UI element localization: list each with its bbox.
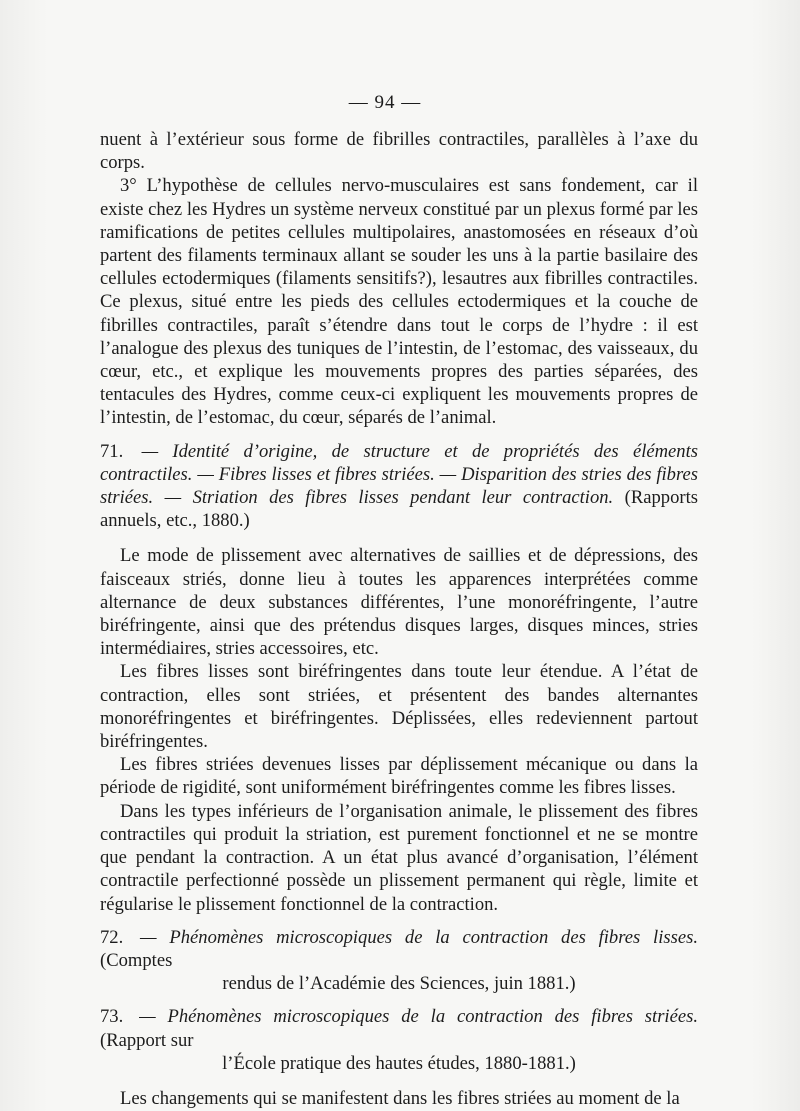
paragraph: Les fibres striées devenues lisses par déplissement mécanique ou dans la période de rigidité, sont uniformément biréfringentes comme les fibres lisses. bbox=[100, 754, 698, 799]
entry-source-continued: l’École pratique des hautes études, 1880-1881.) bbox=[222, 1052, 576, 1074]
entry-source: (Rapport sur bbox=[100, 1029, 194, 1051]
bibliography-entry-71 bbox=[100, 440, 698, 533]
entry-title: — Phénomènes microscopiques de la contraction des fibres lisses. bbox=[140, 926, 698, 948]
bibliography-entry-73 bbox=[100, 1005, 698, 1075]
paragraph: Le mode de plissement avec alternatives de saillies et de dépressions, des faisceaux striés, donne lieu à toutes les apparences interprétées comme alternance de deux substances différentes, l’une monoréfringente, l’autre biréfringente, ainsi que des prétendus disques larges, disques minces, stries intermédiaires, stries accessoires, etc. bbox=[100, 545, 698, 660]
entry-title: — Identité d’origine, de structure et de propriétés des éléments contractiles. — Fibres lisses et fibres striées. — Disparition des stries des fibres striées. — Striation des fibres lisses pendant leur contraction. bbox=[100, 440, 698, 509]
paragraph: 3° L’hypothèse de cellules nervo-musculaires est sans fondement, car il existe chez les Hydres un système nerveux constitué par un plexus formé par les ramifications de petites cellules multipolaires, anastomosées en réseaux d’où partent des filaments terminaux allant se souder les uns à la partie basilaire des cellules ectodermiques (filaments sensitifs?), lesautres aux fibrilles contractiles. Ce plexus, situé entre les pieds des cellules ectodermiques et la couche de fibrilles contractiles, paraît s’étendre dans tout le corps de l’hydre : il est l’analogue des plexus des tuniques de l’intestin, de l’estomac, des vaisseaux, du cœur, etc., et explique les mouvements propres des parties séparées, des tentacules des Hydres, comme ceux-ci expliquent les mouvements propres de l’intestin, de l’estomac, du cœur, séparés de l’animal. bbox=[100, 175, 698, 429]
paragraph: Dans les types inférieurs de l’organisation animale, le plissement des fibres contractiles qui produit la striation, est purement fonctionnel et ne se montre que pendant la contraction. A un état plus avancé d’organisation, l’élément contractile perfectionné possède un plissement permanent qui règle, limite et régularise le plissement fonctionnel de la contraction. bbox=[100, 800, 698, 915]
entry-number: 72. bbox=[100, 926, 124, 948]
page-number: — 94 — bbox=[348, 92, 422, 113]
bibliography-entry-72 bbox=[100, 926, 698, 996]
entry-number: 73. bbox=[100, 1006, 124, 1028]
entry-title: — Phénomènes microscopiques de la contraction des fibres striées. bbox=[139, 1006, 698, 1028]
entry-source: (Comptes bbox=[100, 949, 173, 971]
paragraph: Les changements qui se manifestent dans les fibres striées au moment de la bbox=[120, 1087, 680, 1109]
body-text bbox=[100, 128, 698, 1110]
paragraph: nuent à l’extérieur sous forme de fibrilles contractiles, parallèles à l’axe du corps. bbox=[100, 129, 698, 174]
entry-source: (Rapports annuels, etc., 1880.) bbox=[100, 487, 698, 532]
paragraph: Les fibres lisses sont biréfringentes dans toute leur étendue. A l’état de contraction, elles sont striées, et présentent des bandes alternantes monoréfringentes et biréfringentes. Déplissées, elles redeviennent partout biréfringentes. bbox=[100, 661, 698, 753]
entry-source-continued: rendus de l’Académie des Sciences, juin 1881.) bbox=[222, 973, 576, 995]
entry-number: 71. bbox=[100, 440, 124, 462]
